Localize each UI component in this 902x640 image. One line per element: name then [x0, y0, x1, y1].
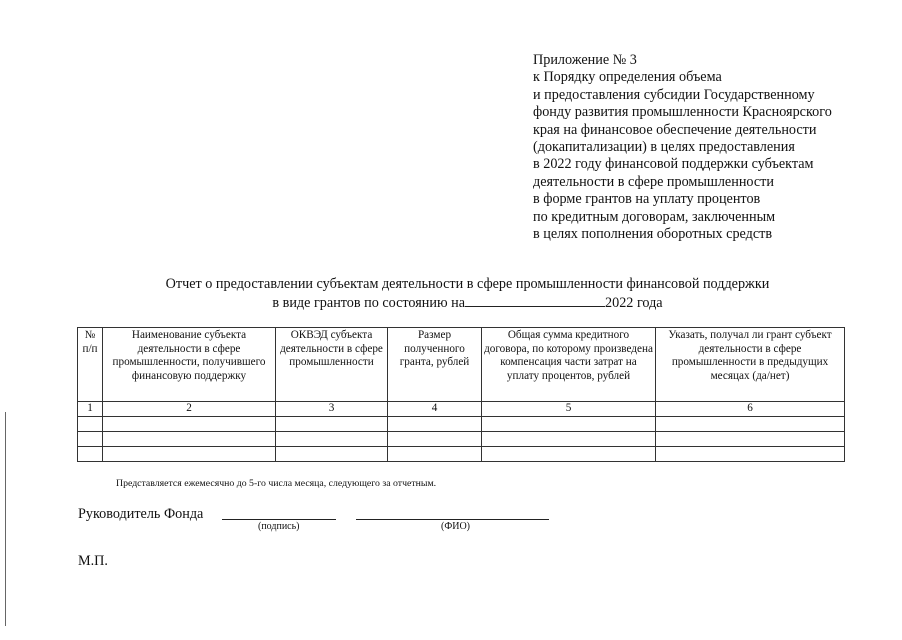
- table-header-cell: № п/п: [78, 328, 103, 402]
- table-header-cell: ОКВЭД субъекта деятельности в сфере промышленности: [276, 328, 388, 402]
- table-cell: [388, 446, 482, 461]
- appendix-line: к Порядку определения объема: [533, 69, 722, 86]
- table-header-cell: Размер полученного гранта, рублей: [388, 328, 482, 402]
- column-number-cell: 4: [388, 402, 482, 417]
- table-cell: [276, 416, 388, 431]
- appendix-line: и предоставления субсидии Государственному: [533, 86, 815, 103]
- appendix-block: [533, 52, 832, 243]
- table-cell: [78, 431, 103, 446]
- table-cell: [276, 431, 388, 446]
- report-title-line-2: [80, 294, 855, 313]
- table-row: [78, 416, 845, 431]
- signature-caption: (подпись): [258, 521, 300, 532]
- column-number-cell: 5: [482, 402, 656, 417]
- column-number-cell: 6: [656, 402, 845, 417]
- table-header-cell: Общая сумма кредитного договора, по которому произведена компенсация части затрат на уплату процентов, рублей: [482, 328, 656, 402]
- appendix-line: (докапитализации) в целях предоставления: [533, 139, 795, 156]
- name-caption: (ФИО): [441, 521, 471, 532]
- table-cell: [103, 431, 276, 446]
- table-column-numbers-row: [78, 402, 845, 417]
- table-cell: [78, 446, 103, 461]
- table-cell: [656, 446, 845, 461]
- date-blank-line: [465, 294, 605, 307]
- appendix-line: фонду развития промышленности Красноярского: [533, 104, 832, 121]
- signature-label: Руководитель Фонда: [78, 506, 204, 522]
- table-cell: [103, 446, 276, 461]
- table-cell: [103, 416, 276, 431]
- column-number-cell: 1: [78, 402, 103, 417]
- table-cell: [388, 416, 482, 431]
- appendix-line: в форме грантов на уплату процентов: [533, 191, 761, 208]
- appendix-line: Приложение № 3: [533, 52, 637, 68]
- appendix-line: края на финансовое обеспечение деятельности: [533, 121, 817, 138]
- table-cell: [656, 431, 845, 446]
- table-header-cell: Наименование субъекта деятельности в сфере промышленности, получившего финансовую поддержку: [103, 328, 276, 402]
- submission-note: Представляется ежемесячно до 5-го числа месяца, следующего за отчетным.: [116, 478, 437, 489]
- column-number-cell: 2: [103, 402, 276, 417]
- table-row: [78, 446, 845, 461]
- appendix-line: в целях пополнения оборотных средств: [533, 226, 773, 243]
- table-row: [78, 431, 845, 446]
- column-number-cell: 3: [276, 402, 388, 417]
- table-cell: [482, 416, 656, 431]
- table-cell: [276, 446, 388, 461]
- stamp-label: М.П.: [78, 553, 108, 569]
- table-cell: [656, 416, 845, 431]
- name-line: [356, 519, 549, 520]
- table-header-row: [78, 328, 845, 402]
- table-cell: [482, 431, 656, 446]
- table-cell: [482, 446, 656, 461]
- scan-edge-mark: [5, 412, 6, 626]
- report-title: [80, 276, 855, 312]
- report-table: [77, 327, 845, 462]
- signature-line: [222, 519, 336, 520]
- report-title-line-1: Отчет о предоставлении субъектам деятельности в сфере промышленности финансовой поддержки: [165, 276, 770, 292]
- table-header-cell: Указать, получал ли грант субъект деятельности в сфере промышленности в предыдущих месяцах (да/нет): [656, 328, 845, 402]
- appendix-line: в 2022 году финансовой поддержки субъектам: [533, 156, 814, 173]
- table-cell: [78, 416, 103, 431]
- report-title-prefix: в виде грантов по состоянию на: [272, 294, 466, 311]
- appendix-line: деятельности в сфере промышленности: [533, 173, 774, 190]
- appendix-line: по кредитным договорам, заключенным: [533, 208, 776, 225]
- report-title-suffix: 2022 года: [605, 294, 663, 311]
- table-cell: [388, 431, 482, 446]
